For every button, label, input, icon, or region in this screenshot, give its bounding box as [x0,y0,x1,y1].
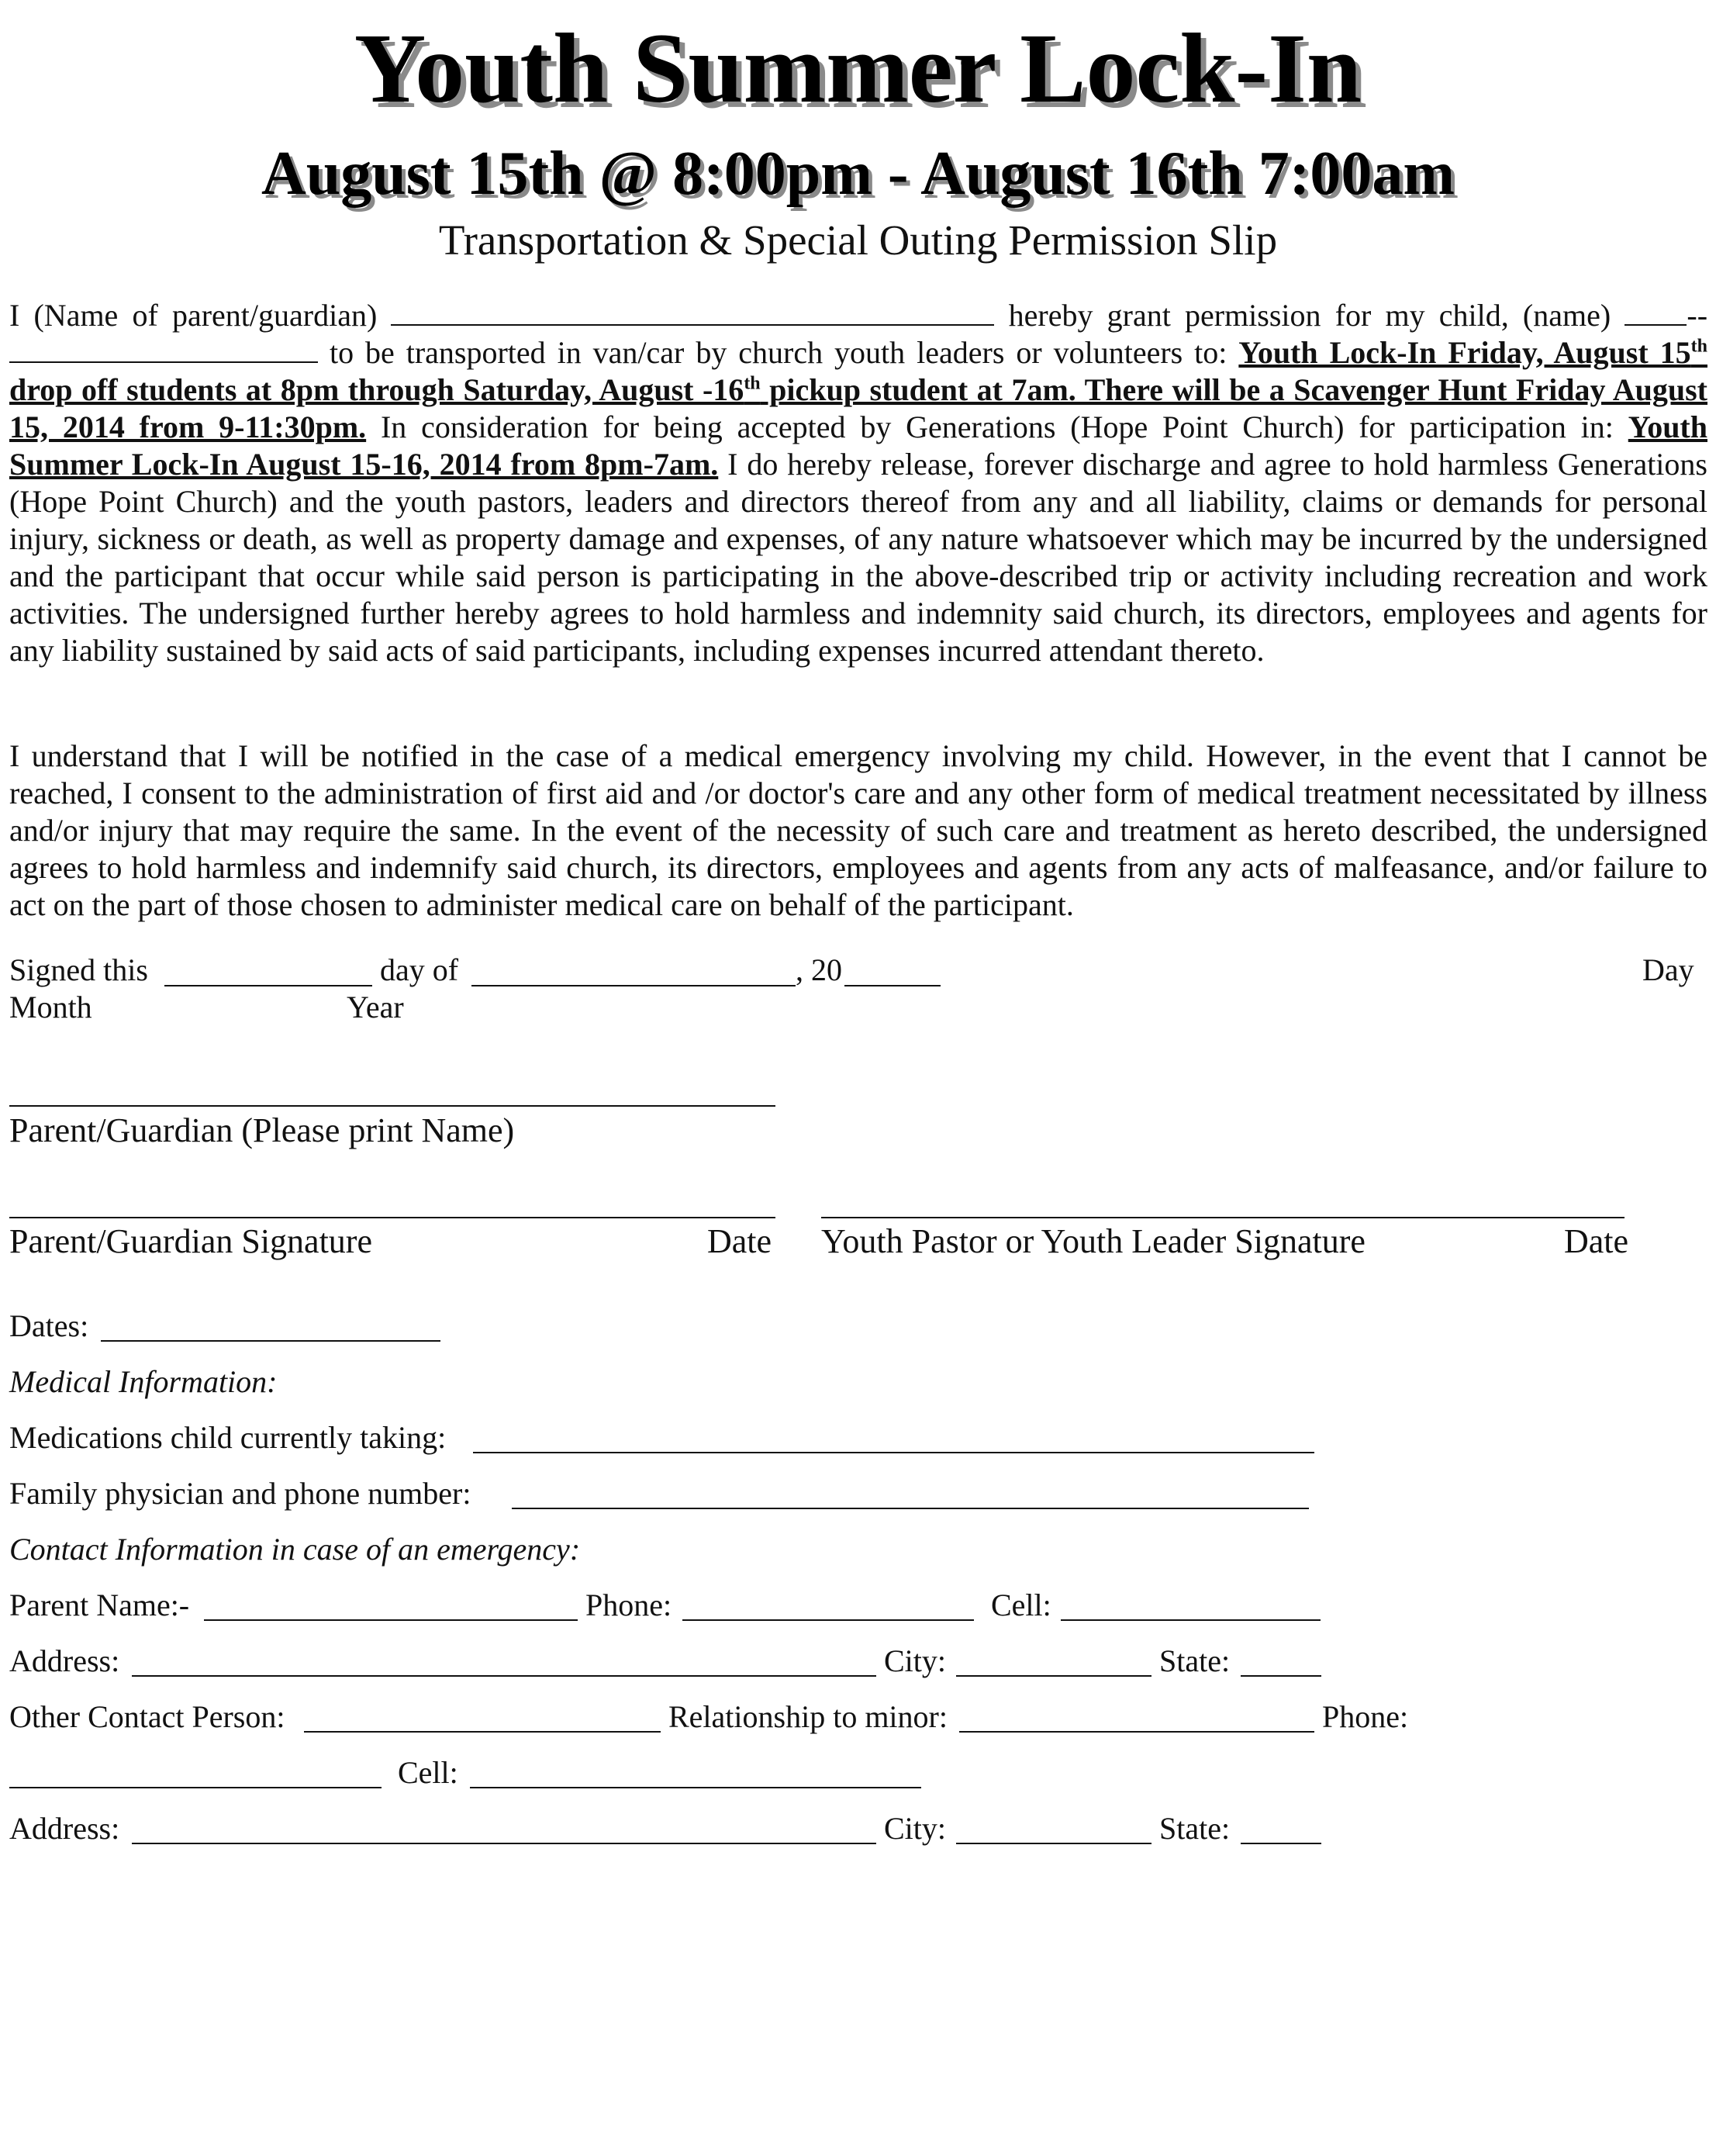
cell-blank[interactable] [1061,1619,1321,1621]
medications-blank[interactable] [473,1452,1314,1453]
child-name-dashes: -- [1687,298,1708,333]
print-name-caption: Parent/Guardian (Please print Name) [9,1111,515,1149]
parent-signature-line[interactable] [9,1217,775,1218]
parent-name-label: Parent Name:- [9,1588,190,1622]
youth-leader-date-caption: Date [1564,1222,1629,1260]
superscript-th: th [744,373,761,394]
address-blank[interactable] [132,1675,876,1677]
child-name-blank-start[interactable] [1625,301,1687,326]
signed-this-label: Signed this [9,952,148,987]
phone-blank[interactable] [682,1619,974,1621]
medical-consent-paragraph: I understand that I will be notified in the case of a medical emergency involving my child. However, in the event that I cannot be reached, I consent to the administration of first aid and /or doctor's care and any other form of medical treatment necessitated by illness and/or injury that may require the same. In the event of the necessity of such care and treatment as hereto described, the undersigned agrees to hold harmless and indemnify said church, its directors, employees and agents from any acts of malfeasance, and/or failure to act on the part of those chosen to administer medical care on behalf of the participant. [9,738,1707,922]
other-address-blank[interactable] [132,1843,876,1844]
lockin-dates-part2: drop off students at 8pm through Saturday, August -16 [9,372,744,407]
lockin-dates-part3: pickup student at 7am. There will be a Scavenger Hunt Friday August 15, 2014 from 9-11:30pm. [9,372,1708,444]
other-contact-blank[interactable] [304,1731,661,1733]
child-name-blank[interactable] [9,338,318,363]
century-label: , 20 [796,952,842,987]
lockin-dates-part1: Youth Lock-In Friday, August 15 [1238,335,1691,370]
parent-signature-caption: Parent/Guardian Signature [9,1222,372,1260]
other-state-blank[interactable] [1241,1843,1321,1844]
other-state-label: State: [1159,1811,1231,1846]
other-cell-label: Cell: [398,1755,458,1790]
phone-label: Phone: [585,1588,672,1622]
physician-label: Family physician and phone number: [9,1476,471,1511]
consideration-text: In consideration for being accepted by Generations (Hope Point Church) for participation in: [366,409,1628,444]
day-blank[interactable] [164,985,372,986]
address-label: Address: [9,1643,120,1678]
other-contact-label: Other Contact Person: [9,1699,285,1734]
day-of-label: day of [380,952,459,987]
print-name-line[interactable] [9,1105,775,1107]
medications-label: Medications child currently taking: [9,1420,447,1455]
child-name-prompt: hereby grant permission for my child, (name) [1008,298,1611,333]
parent-name-blank[interactable] [391,301,994,326]
event-dates-heading: August 15th @ 8:00pm - August 16th 7:00am [261,140,1455,208]
city-label: City: [884,1643,947,1678]
superscript-th: th [1690,336,1707,357]
other-cell-blank[interactable] [470,1787,921,1788]
dates-blank[interactable] [101,1340,440,1342]
other-city-label: City: [884,1811,947,1846]
permission-paragraph [9,297,1707,669]
physician-blank[interactable] [512,1508,1309,1509]
state-blank[interactable] [1241,1675,1321,1677]
medical-info-heading: Medical Information: [9,1364,278,1399]
state-label: State: [1159,1643,1231,1678]
parent-name-prompt: I (Name of parent/guardian) [9,298,378,333]
release-text: I do hereby release, forever discharge and agree to hold harmless Generations (Hope Point Church) and the youth pastors, leaders and directors thereof from any and all liability, claims or demands for personal injury, sickness or death, as well as property damage and expenses, of any nature whatsoever which may be incurred by the undersigned and the participant that occur while said person is participating in the above-described trip or activity including recreation and work activities. The undersigned further hereby agrees to hold harmless and indemnity said church, its directors, employees and agents for any liability sustained by said acts of said participants, including expenses incurred attendant thereto. [9,447,1707,668]
youth-leader-signature-line[interactable] [821,1217,1625,1218]
transport-text: to be transported in van/car by church youth leaders or volunteers to: [329,335,1227,370]
relationship-label: Relationship to minor: [668,1699,948,1734]
month-caption: Month [9,990,92,1024]
city-blank[interactable] [956,1675,1151,1677]
year-caption: Year [347,990,404,1024]
year-blank[interactable] [844,985,941,986]
youth-leader-signature-caption: Youth Pastor or Youth Leader Signature [821,1222,1366,1260]
other-city-blank[interactable] [956,1843,1151,1844]
month-blank[interactable] [471,985,796,986]
day-caption: Day [1642,952,1694,987]
emergency-contact-heading: Contact Information in case of an emergency: [9,1532,581,1567]
cell-label: Cell: [991,1588,1051,1622]
parent-name-blank-2[interactable] [204,1619,578,1621]
relationship-blank[interactable] [959,1731,1314,1733]
other-address-label: Address: [9,1811,120,1846]
lockin-event-bold: Youth Summer Lock-In August 15-16, 2014 from 8pm-7am. [9,409,1707,482]
dates-label: Dates: [9,1308,89,1343]
page-title: Youth Summer Lock-In [354,13,1362,123]
other-phone-label: Phone: [1322,1699,1409,1734]
slip-title: Transportation & Special Outing Permission Slip [438,216,1278,264]
other-phone-blank[interactable] [9,1787,382,1788]
parent-date-caption: Date [707,1222,772,1260]
